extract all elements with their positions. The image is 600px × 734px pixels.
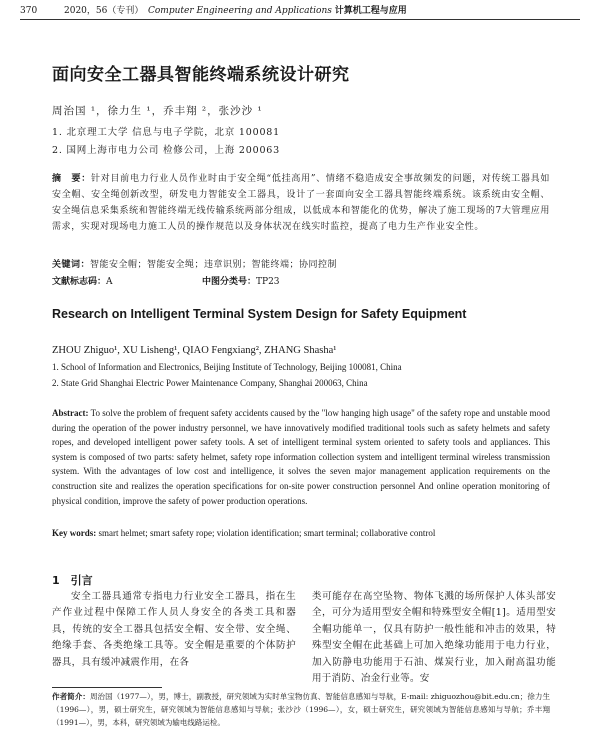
cn-affiliation-1: 1. 北京理工大学 信息与电子学院，北京 100081 (52, 127, 280, 138)
footnote-text: 周治国（1977—），男，博士，副教授，研究领域为实时单宝物仿真、智能信息感知与导航，E-mail: zhiguozhou@bit.edu.cn；徐力生（1996—），男，硕士研究生，研究领域为智能信息感知与导航；张沙沙（1996—），女，硕士研究生，研究领域为智能信息感知与导航；乔丰翔（1991—），男，本科，研究领域为输电线路运检。 (52, 692, 550, 727)
cn-keywords-label: 关键词： (52, 260, 91, 270)
running-header (0, 4, 600, 18)
class-number-label: 中图分类号： (202, 277, 257, 287)
en-affiliation-2: 2. State Grid Shanghai Electric Power Maintenance Company, Shanghai 200063, China (52, 378, 368, 388)
en-authors: ZHOU Zhiguo¹, XU Lisheng¹, QIAO Fengxiang², ZHANG Shasha¹ (52, 345, 337, 356)
en-affiliation-1: 1. School of Information and Electronics, Beijing Institute of Technology, Beijing 100081, China (52, 362, 402, 372)
cn-keywords-text: 智能安全帽；智能安全绳；违章识别；智能终端；协同控制 (90, 260, 338, 270)
header-rule (20, 19, 580, 20)
en-title: Research on Intelligent Terminal System Design for Safety Equipment (52, 307, 467, 321)
volume-info: 2020，56（专刊） (64, 6, 144, 16)
journal-name-en: Computer Engineering and Applications (148, 6, 332, 16)
en-keywords-text: smart helmet; smart safety rope; violation identification; smart terminal; collaborative control (98, 528, 436, 538)
section-heading: 1 引言 (52, 574, 93, 587)
en-abstract (52, 406, 550, 508)
cn-abstract (52, 171, 550, 235)
en-keywords (52, 528, 435, 538)
cn-abstract-text: 针对目前电力行业人员作业时由于安全绳“低挂高用”、情绪不稳造成安全事故频发的问题，对传统工器具如安全帽、安全绳创新改型，研发电力智能安全工器具，设计了一套面向安全工器具智能终端系统。该系统由安全帽、安全绳信息采集系统和智能终端无线传输系统两部分组成，以低成本和智能化的优势，解决了施工现场的7大管理应用需求，实现对现场电力施工人员的操作规范以及身体状况在线实时监控，提高了电力生产作业安全性。 (52, 174, 550, 232)
cn-affiliation-2: 2. 国网上海市电力公司 检修公司，上海 200063 (52, 145, 280, 156)
footnote-label: 作者简介： (52, 692, 90, 701)
cn-keywords (52, 257, 337, 270)
en-abstract-text: To solve the problem of frequent safety accidents caused by the "low hanging high usage" of the safety rope and unstable mood during the operation of the power industry personnel, we have innovatively modified traditional tools such as safety helmets and safety ropes, and developed intelligent power safety tools. A set of intelligent terminal system oriented to safety tools and appliances. This system is composed of two parts: safety helmet, safety rope information collection system and intelligent terminal wireless transmission system. With the advantages of low cost and intelligence, it solves the seven major management application requirements on the construction site and realizes the operation specifications for on-site power construction personnel And online operation monitoring of physical condition, improve the safety of power production operations. (52, 408, 550, 506)
cn-title: 面向安全工器具智能终端系统设计研究 (52, 65, 350, 85)
class-number: TP23 (256, 277, 280, 287)
cn-abstract-label: 摘 要： (52, 174, 91, 184)
body-right-column: 类可能存在高空坠物、物体飞溅的场所保护人体头部安全，可分为适用型安全帽和特殊型安全帽[1]。适用型安全帽功能单一，仅具有防护一般性能和冲击的效果，特殊型安全帽在此基础上可加入绝缘功能用于电力行业，加入防静电功能用于石油、煤炭行业，加入耐高温功能用于消防、冶金行业等。安 (312, 591, 556, 685)
en-abstract-label: Abstract: (52, 408, 89, 418)
page-number: 370 (20, 6, 38, 16)
author-footnote (52, 690, 550, 729)
en-keywords-label: Key words: (52, 528, 97, 538)
footnote-rule (52, 687, 162, 688)
body-left-column: 安全工器具通常专指电力行业安全工器具，指在生产作业过程中保障工作人员人身安全的各类工具和器具，传统的安全工器具包括安全帽、安全带、安全绳、绝缘手套、各类绝缘工具等。安全帽是重要的个体防护器具，具有缓冲减震作用，在各 (52, 591, 296, 668)
journal-name (148, 4, 407, 18)
journal-name-cn: 计算机工程与应用 (334, 6, 407, 16)
cn-authors: 周治国 ¹，徐力生 ¹，乔丰翔 ²，张沙沙 ¹ (52, 105, 263, 117)
doc-code-label: 文献标志码： (52, 277, 107, 287)
doc-code: A (106, 277, 113, 287)
